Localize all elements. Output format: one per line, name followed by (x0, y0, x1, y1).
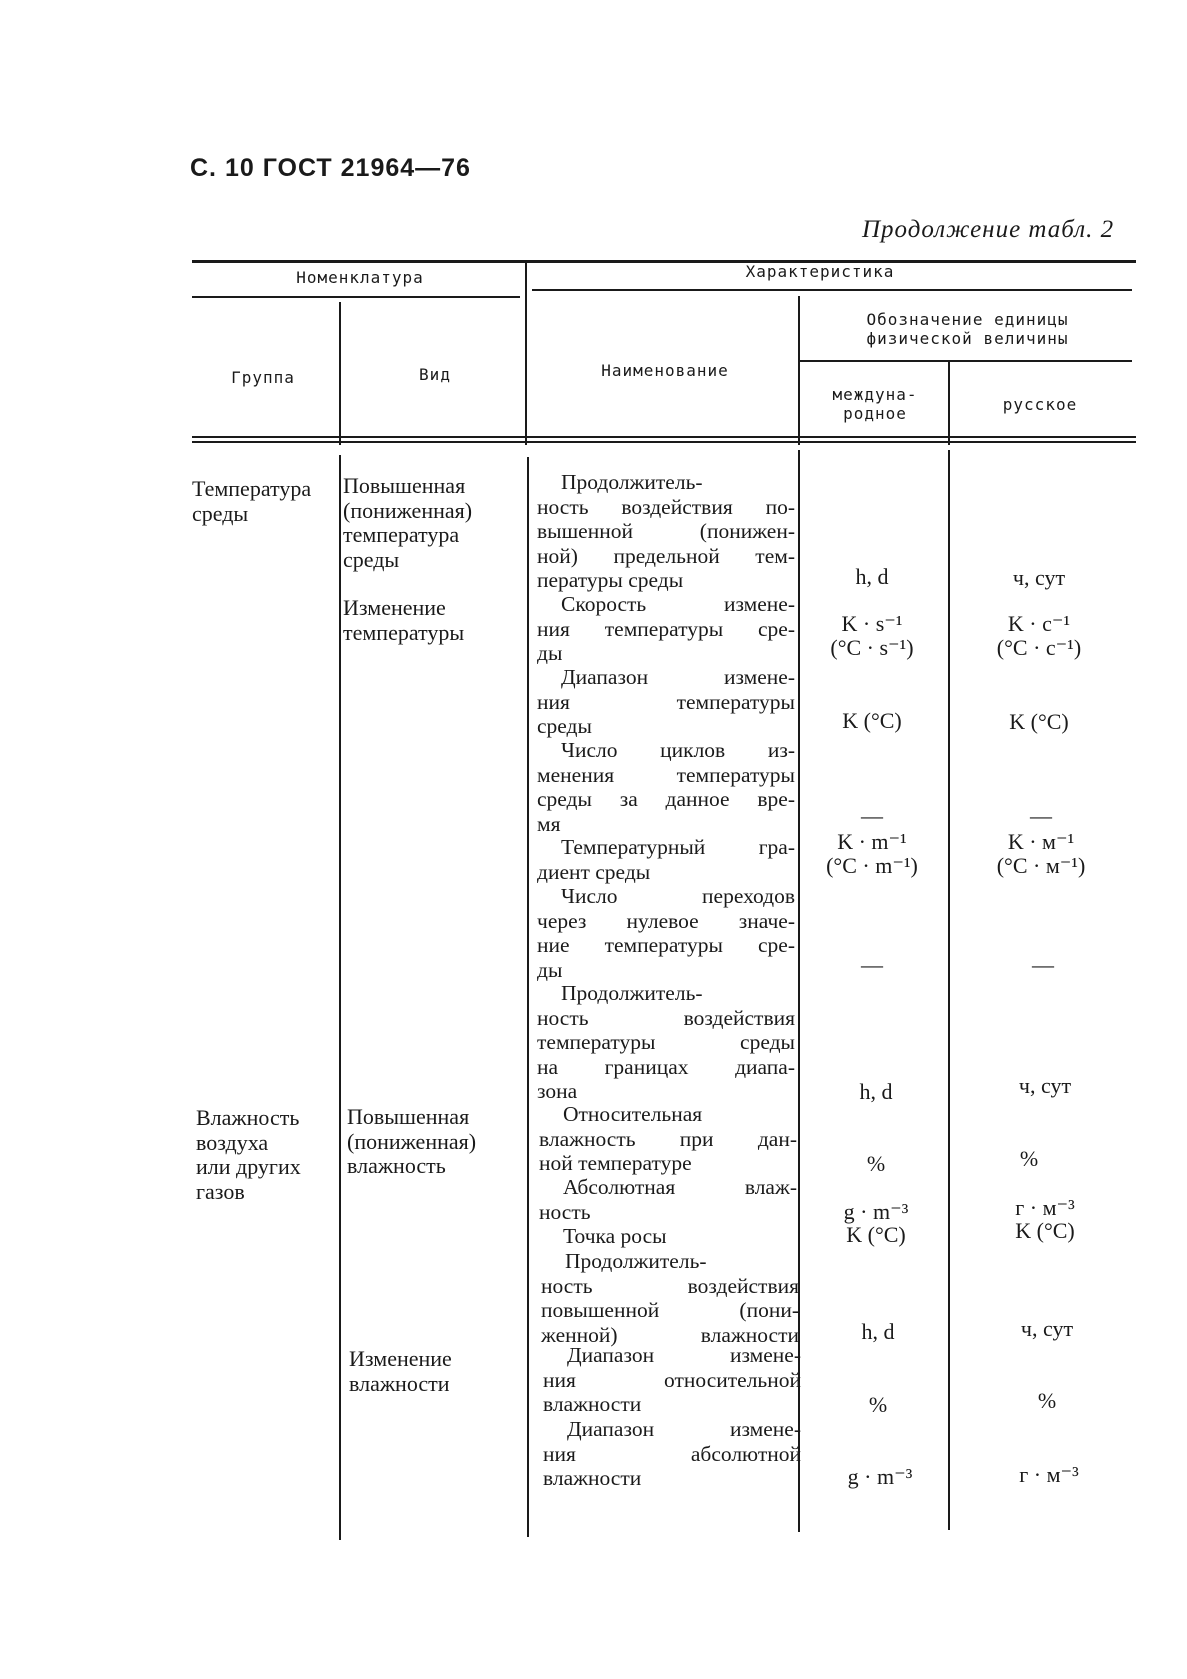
row-2-intl: K · s⁻¹ (°C · s⁻¹) (830, 611, 914, 660)
row-10-rus: K (°C) (1015, 1218, 1075, 1243)
row-4-rus: — (1030, 803, 1052, 828)
row-11-rus: ч, сут (1020, 1316, 1074, 1341)
unit-designation-header: Обозначение единицы физической величины (866, 310, 1069, 348)
body-divider-1 (339, 455, 341, 1540)
row-5-intl: K · m⁻¹ (°C · m⁻¹) (826, 829, 918, 878)
row-7-name: Продолжитель- ность воздействия температуры среды на границах диапа- зона (537, 981, 795, 1104)
row-9-name: Абсолютная влаж- ность (539, 1175, 797, 1224)
kind-high-low-temperature: Повышенная (пониженная) температура среды (343, 473, 473, 572)
row-1-name: Продолжитель- ность воздействия по- вышенной (понижен- ной) предельной тем- пературы среды (537, 470, 795, 593)
group-humidity: Влажность воздуха или других газов (196, 1105, 301, 1204)
nomenclature-underline (192, 296, 520, 298)
row-8-name: Относительная влажность при дан- ной температуре (539, 1102, 797, 1176)
row-3-rus: K (°C) (1009, 709, 1069, 734)
row-4-name: Число циклов из- менения температуры среды за данное вре- мя (537, 738, 795, 836)
row-10-name: Точка росы (563, 1224, 667, 1248)
col-divider-3 (798, 296, 800, 445)
row-6-rus: — (1032, 952, 1054, 977)
row-2-rus: K · c⁻¹ (°C · c⁻¹) (996, 611, 1082, 660)
kind-humidity-change: Изменение влажности (349, 1346, 452, 1396)
name-header: Наименование (601, 361, 729, 380)
kind-header: Вид (419, 365, 451, 384)
kind-high-low-humidity: Повышенная (пониженная) влажность (347, 1104, 477, 1179)
body-divider-4 (948, 450, 950, 1530)
row-7-rus: ч, сут (1018, 1073, 1072, 1098)
characteristic-underline (532, 289, 1132, 291)
international-header: междуна- родное (832, 385, 918, 423)
row-9-intl: g · m⁻³ (843, 1199, 909, 1224)
russian-header: русское (1002, 395, 1078, 414)
row-13-intl: g · m⁻³ (847, 1464, 913, 1489)
row-10-intl: K (°C) (846, 1222, 906, 1247)
col-divider-1 (339, 302, 341, 445)
row-12-rus: % (1037, 1388, 1057, 1413)
col-divider-4 (948, 362, 950, 445)
row-6-intl: — (861, 952, 883, 977)
row-12-intl: % (868, 1392, 888, 1417)
row-9-rus: г · м⁻³ (1015, 1195, 1075, 1220)
row-1-rus: ч, сут (1012, 565, 1066, 590)
continuation-label: Продолжение табл. 2 (862, 216, 1115, 243)
row-5-name: Температурный гра- диент среды (537, 835, 795, 884)
col-divider-2 (525, 262, 527, 445)
group-header: Группа (231, 368, 295, 387)
row-8-rus: % (1019, 1146, 1039, 1171)
row-6-name: Число переходов через нулевое значе- ние температуры сре- ды (537, 884, 795, 982)
row-8-intl: % (866, 1151, 886, 1176)
header-bottom-rule-1 (192, 436, 1136, 438)
row-4-intl: — (861, 803, 883, 828)
group-temperature: Температура среды (192, 476, 312, 526)
header-bottom-rule-2 (192, 441, 1136, 443)
row-11-intl: h, d (861, 1319, 895, 1344)
row-12-name: Диапазон измене- ния относительной влажности (543, 1343, 801, 1417)
row-13-name: Диапазон измене- ния абсолютной влажности (543, 1417, 801, 1491)
row-1-intl: h, d (855, 564, 889, 589)
characteristic-header: Характеристика (745, 262, 895, 281)
row-7-intl: h, d (859, 1079, 893, 1104)
page-header: С. 10 ГОСТ 21964—76 (190, 154, 471, 182)
table-top-rule (192, 260, 1136, 263)
row-3-intl: K (°C) (842, 708, 902, 733)
nomenclature-header: Номенклатура (296, 268, 424, 287)
row-13-rus: г · м⁻³ (1019, 1462, 1079, 1487)
row-2-name: Скорость измене- ния температуры сре- ды (537, 592, 795, 666)
body-divider-2 (527, 457, 529, 1537)
kind-temperature-change: Изменение температуры (343, 595, 465, 645)
row-5-rus: K · м⁻¹ (°C · м⁻¹) (996, 829, 1086, 878)
row-11-name: Продолжитель- ность воздействия повышенной (пони- женной) влажности (541, 1249, 799, 1347)
row-3-name: Диапазон измене- ния температуры среды (537, 665, 795, 739)
unit-underline (800, 360, 1132, 362)
